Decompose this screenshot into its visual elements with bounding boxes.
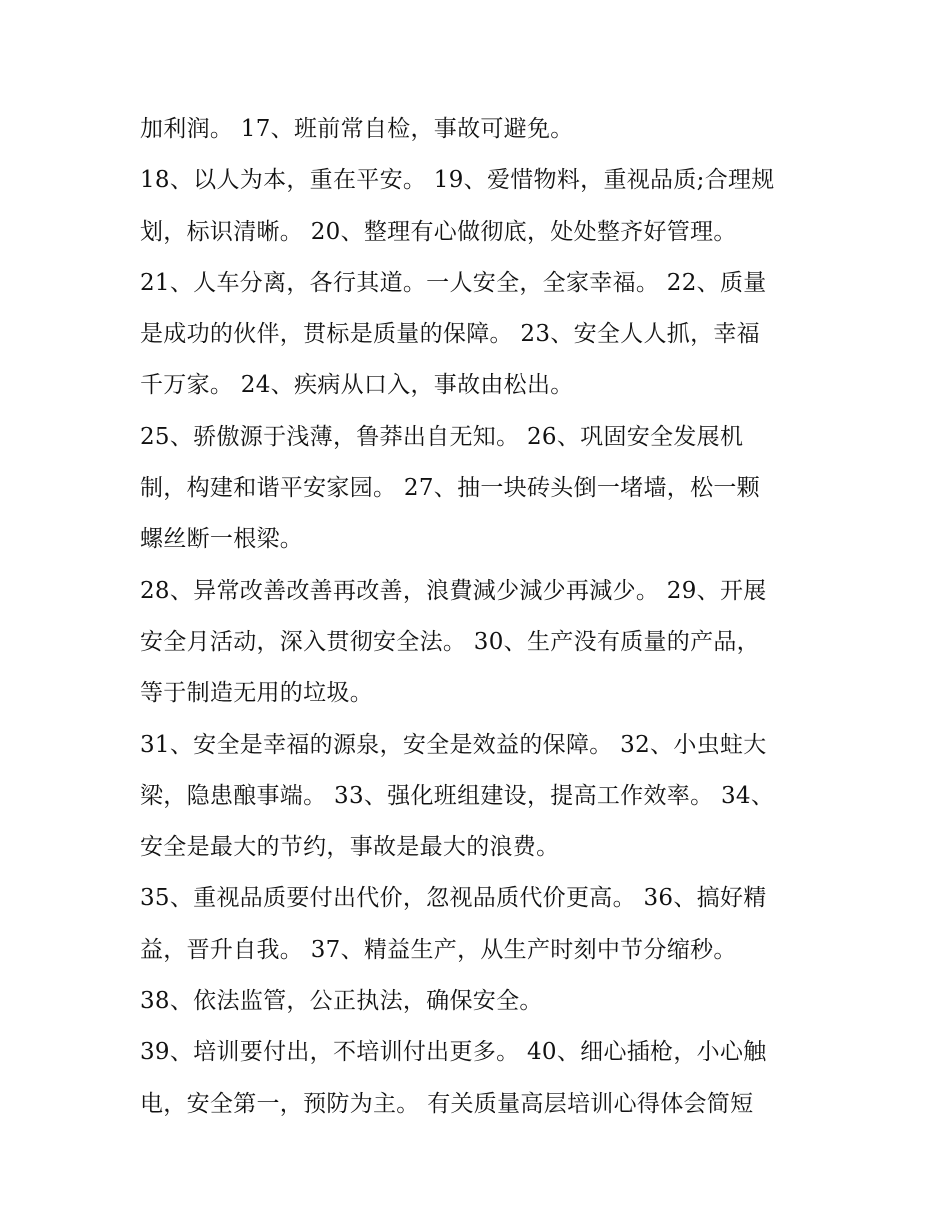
text-line: 18、以人为本，重在平安。 19、爱惜物料，重视品质;合理规 [140,167,775,194]
text-line: 电，安全第一，预防为主。 有关质量高层培训心得体会简短 [140,1090,754,1117]
text-line: 35、重视品质要付出代价，忽视品质代价更高。 36、搞好精 [140,885,767,912]
text-line: 39、培训要付出，不培训付出更多。 40、细心插枪，小心触 [140,1039,767,1066]
text-line: 制，构建和谐平安家园。 27、抽一块砖头倒一堵墙，松一颗 [140,475,760,502]
text-line: 38、依法监管，公正执法，确保安全。 [140,988,543,1015]
text-line: 安全是最大的节约，事故是最大的浪费。 [140,834,560,861]
text-line: 千万家。 24、疾病从口入，事故由松出。 [140,372,574,399]
text-line: 28、异常改善改善再改善，浪費減少減少再減少。 29、开展 [140,577,767,604]
text-line: 21、人车分离，各行其道。一人安全，全家幸福。 22、质量 [140,269,767,296]
text-line: 是成功的伙伴，贯标是质量的保障。 23、安全人人抓，幸福 [140,321,760,348]
document-body [140,104,800,1130]
text-line: 划，标识清晰。 20、整理有心做彻底，处处整齐好管理。 [140,218,737,245]
text-line: 益，晋升自我。 37、精益生产，从生产时刻中节分缩秒。 [140,936,737,963]
text-line: 等于制造无用的垃圾。 [140,680,373,707]
text-line: 31、安全是幸福的源泉，安全是效益的保障。 32、小虫蛀大 [140,731,767,758]
text-line: 加利润。 17、班前常自检，事故可避免。 [140,116,574,142]
text-line: 安全月活动，深入贯彻安全法。 30、生产没有质量的产品， [140,628,760,655]
text-line: 25、骄傲源于浅薄，鲁莽出自无知。 26、巩固安全发展机 [140,423,744,450]
text-line: 螺丝断一根梁。 [140,526,304,553]
text-line: 梁，隐患酿事端。 33、强化班组建设，提高工作效率。 34、 [140,782,775,809]
